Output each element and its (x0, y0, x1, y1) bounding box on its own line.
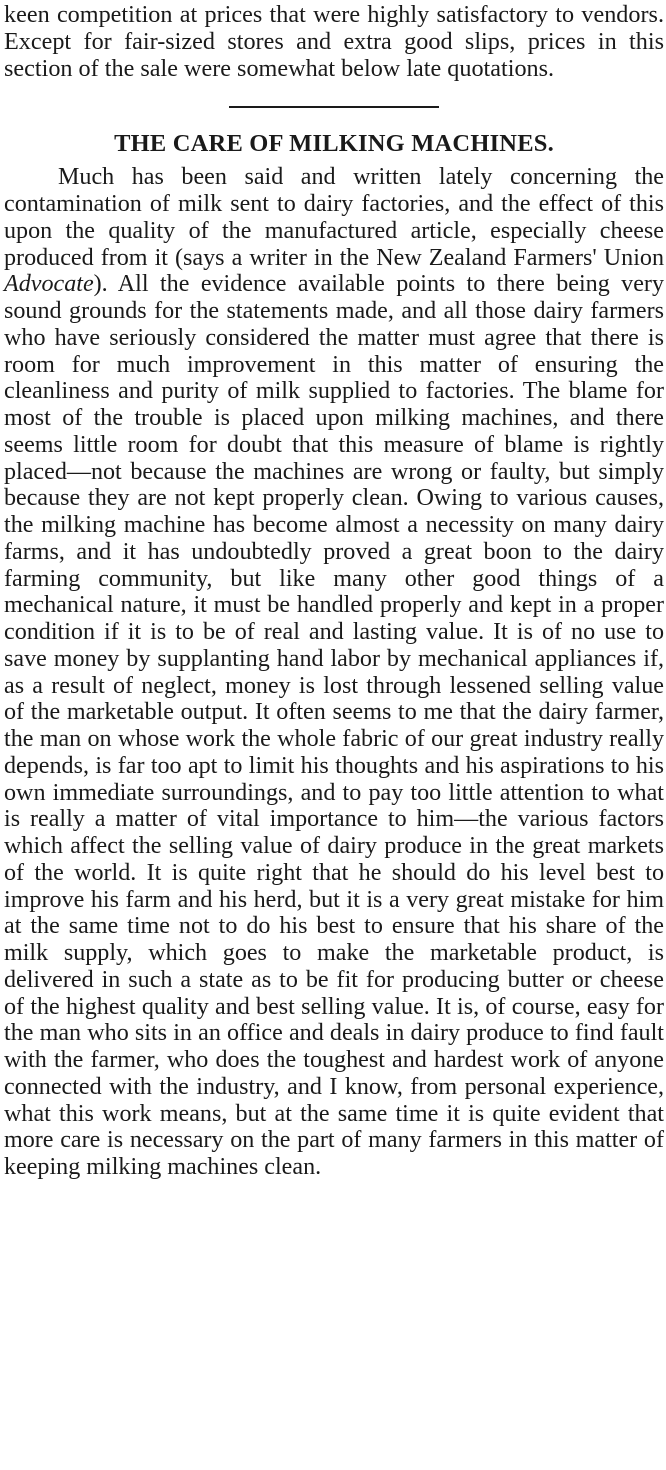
article-body-text-1: Much has been said and written lately concerning the contamination of milk sent to dairy factories, and the effect of this upon the quality of the manufactured article, especially cheese produced from it (says a writer in the New Zealand Farmers' Union (4, 164, 664, 271)
article-heading: THE CARE OF MILKING MACHINES. (114, 130, 554, 158)
article-body-text-2: ). All the evidence available points to there being very sound grounds for the statements made, and all those dairy farmers who have seriously considered the matter must agree that there is room for much improvement in this matter of ensuring the cleanliness and purity of milk supplied to factories. The blame for most of the trouble is placed upon milking machines, and there seems little room for doubt that this measure of blame is rightly placed—not because the machines are wrong or faulty, but simply because they are not kept properly clean. Owing to various causes, the milking machine has become almost a necessity on many dairy farms, and it has undoubtedly proved a great boon to the dairy farming community, but like many other good things of a mechanical nature, it must be handled properly and kept in a proper condition if it is to be of real and lasting value. It is of no use to save money by supplanting hand labor by mechanical appliances if, as a result of neglect, money is lost through lessened selling value of the marketable output. It often seems to me that the dairy farmer, the man on whose work the whole fabric of our great industry really depends, is far too apt to limit his thoughts and his aspirations to his own immediate surroundings, and to pay too little attention to what is really a matter of vital importance to him—the various factors which affect the selling value of dairy produce in the great markets of the world. It is quite right that he should do his level best to improve his farm and his herd, but it is a very great mistake for him at the same time not to do his best to ensure that his share of the milk supply, which goes to make the marketable product, is delivered in such a state as to be fit for producing butter or cheese of the highest quality and best selling value. It is, of course, easy for the man who sits in an office and deals in dairy produce to find fault with the farmer, who does the toughest and hardest work of anyone connected with the industry, and I know, from personal experience, what this work means, but at the same time it is quite evident that more care is necessary on the part of many farmers in this matter of keeping milking machines clean. (4, 271, 664, 1181)
continued-paragraph: keen competition at prices that were highly satisfactory to vendors. Except for fair-sized stores and extra good slips, prices in this section of the sale were somewhat below late quotations. (4, 1, 664, 82)
article-body (4, 164, 664, 1181)
publication-name: Advocate (4, 271, 94, 298)
newspaper-column (4, 0, 664, 1181)
section-divider (229, 106, 439, 108)
